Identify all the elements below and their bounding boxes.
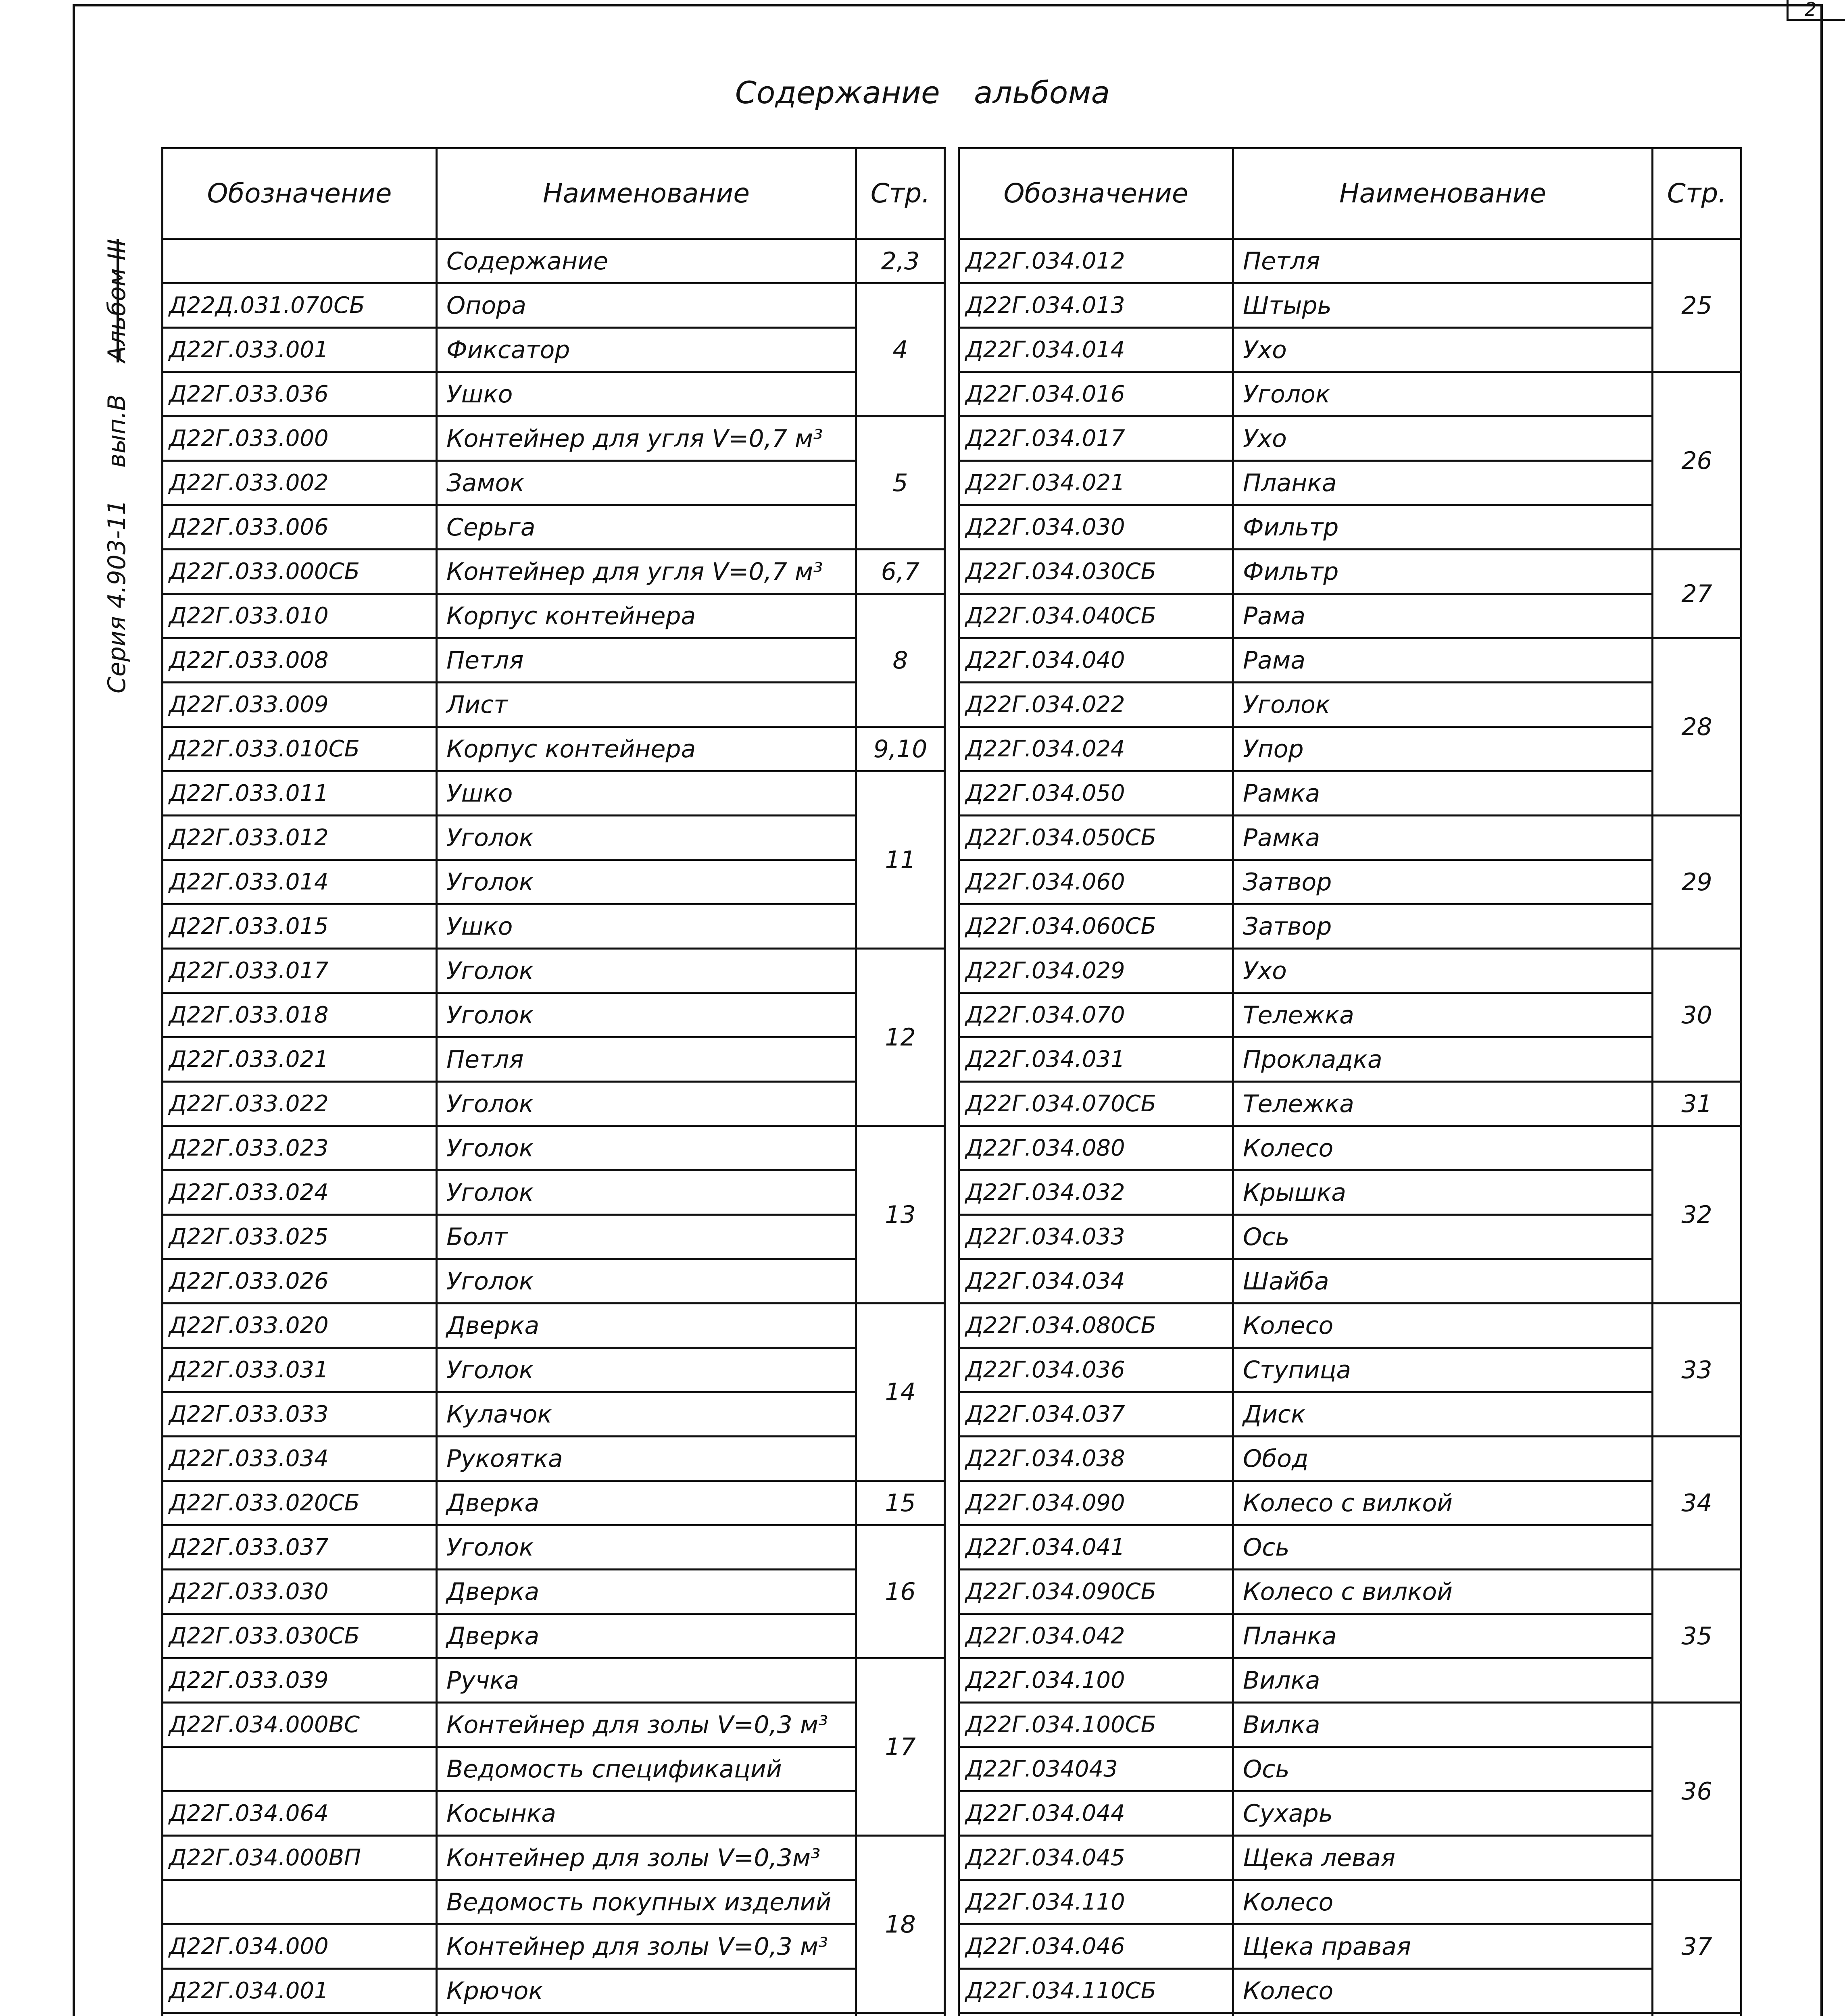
header-designation: Обозначение (959, 148, 1233, 239)
name-cell: Колесо (1233, 1304, 1653, 1348)
designation-cell: Д22Г.033.000 (163, 417, 437, 461)
name-cell: Замок (437, 461, 856, 505)
designation-cell: Д22Г.034.050СБ (959, 816, 1233, 860)
table-row (163, 239, 945, 283)
table-row (163, 1880, 945, 1924)
table-row (959, 550, 1741, 594)
page-title: Содержание альбома (735, 75, 1110, 110)
name-cell: Рама (1233, 638, 1653, 683)
name-cell: Ступица (1233, 1348, 1653, 1392)
designation-cell: Д22Г.033.020 (163, 1304, 437, 1348)
name-cell: Диск (1233, 1392, 1653, 1437)
table-row (163, 2013, 945, 2016)
designation-cell: Д22Г.033.036 (163, 372, 437, 417)
designation-cell: Д22Г.033.010 (163, 594, 437, 638)
designation-cell: Д22Г.033.012 (163, 816, 437, 860)
name-cell: Щека левая (1233, 1836, 1653, 1880)
name-cell: Фиксатор (437, 328, 856, 372)
table-row (163, 993, 945, 1037)
table-row (959, 1836, 1741, 1880)
page-cell: 37 (1653, 1880, 1741, 2013)
table-row (959, 1658, 1741, 1703)
name-cell: Щека правая (1233, 1924, 1653, 1969)
table-row (163, 1791, 945, 1836)
page-cell: 27 (1653, 550, 1741, 638)
designation-cell: Д22Г.034.042 (959, 1614, 1233, 1658)
table-row (959, 1614, 1741, 1658)
designation-cell: Д22Г.034.033 (959, 1215, 1233, 1259)
name-cell: Дверка (437, 1570, 856, 1614)
name-cell: Уголок (437, 1259, 856, 1304)
name-cell: Содержание (437, 239, 856, 283)
designation-cell: Д22Г.034.022 (959, 683, 1233, 727)
name-cell: Серьга (437, 505, 856, 550)
designation-cell: Д22Г.034.016 (959, 372, 1233, 417)
page-cell: 33 (1653, 1304, 1741, 1437)
table-row (959, 904, 1741, 949)
designation-cell: Д22Г.033.010СБ (163, 727, 437, 771)
name-cell: Колесо с вилкой (1233, 1481, 1653, 1525)
designation-cell (163, 239, 437, 283)
name-cell: Ушко (437, 771, 856, 816)
table-row (163, 1215, 945, 1259)
name-cell: Ось (1233, 1747, 1653, 1791)
table-row (163, 727, 945, 771)
designation-cell: Д22Г.034.090СБ (959, 1570, 1233, 1614)
name-cell: Крышка (1233, 1170, 1653, 1215)
name-cell: Колесо (1233, 1969, 1653, 2013)
name-cell: Контейнер для золы V=0,3 м³ (437, 1703, 856, 1747)
table-row (163, 1969, 945, 2013)
designation-cell: Д22Г.033.024 (163, 1170, 437, 1215)
name-cell: Колесо (1233, 1126, 1653, 1170)
designation-cell: Д22Г.033.009 (163, 683, 437, 727)
table-row (163, 1703, 945, 1747)
table-row (163, 1437, 945, 1481)
name-cell: Шайба (1233, 1259, 1653, 1304)
name-cell (437, 2013, 856, 2016)
header-name: Наименование (437, 148, 856, 239)
issue-label: вып.В (103, 394, 131, 468)
table-row (959, 1525, 1741, 1570)
page-cell: 28 (1653, 638, 1741, 816)
table-row (959, 1215, 1741, 1259)
name-cell: Уголок (437, 1082, 856, 1126)
designation-cell: Д22Г.034.060 (959, 860, 1233, 904)
name-cell: Лист (437, 683, 856, 727)
table-row (163, 683, 945, 727)
name-cell: Штырь (1233, 283, 1653, 328)
page-cell: 32 (1653, 1126, 1741, 1304)
designation-cell: Д22Г.033.020СБ (163, 1481, 437, 1525)
name-cell: Планка (1233, 1614, 1653, 1658)
name-cell: Рукоятка (437, 1437, 856, 1481)
table-row (163, 594, 945, 638)
name-cell: Петля (437, 638, 856, 683)
page-cell: 26 (1653, 372, 1741, 550)
name-cell: Уголок (437, 816, 856, 860)
designation-cell: Д22Г.034.045 (959, 1836, 1233, 1880)
name-cell: Уголок (437, 1126, 856, 1170)
table-row (163, 1392, 945, 1437)
designation-cell: Д22Г.034.110СБ (959, 1969, 1233, 2013)
name-cell: Опора (437, 283, 856, 328)
name-cell: Колесо с вилкой (1233, 1570, 1653, 1614)
name-cell: Уголок (437, 1525, 856, 1570)
name-cell: Прокладка (1233, 1037, 1653, 1082)
table-row (959, 461, 1741, 505)
name-cell: Контейнер для золы V=0,3м³ (437, 1836, 856, 1880)
table-row (959, 1791, 1741, 1836)
name-cell: Уголок (437, 949, 856, 993)
designation-cell: Д22Г.034.064 (163, 1791, 437, 1836)
name-cell: Уголок (437, 993, 856, 1037)
name-cell: Уголок (1233, 683, 1653, 727)
designation-cell: Д22Г.034.013 (959, 283, 1233, 328)
page-cell: 31 (1653, 1082, 1741, 1126)
table-row (959, 727, 1741, 771)
page-cell: 16 (856, 1525, 945, 1658)
designation-cell: Д22Г.033.000СБ (163, 550, 437, 594)
name-cell: Дверка (437, 1481, 856, 1525)
table-row (959, 417, 1741, 461)
table-row (163, 1747, 945, 1791)
header-page: Стр. (1653, 148, 1741, 239)
designation-cell: Д22Г.034.070СБ (959, 1082, 1233, 1126)
table-row (959, 993, 1741, 1037)
designation-cell: Д22Г.033.008 (163, 638, 437, 683)
table-row (163, 505, 945, 550)
table-row (163, 1924, 945, 1969)
table-row (163, 1658, 945, 1703)
designation-cell: Д22Г.033.014 (163, 860, 437, 904)
designation-cell: Д22Г.034.044 (959, 1791, 1233, 1836)
name-cell: Рамка (1233, 816, 1653, 860)
designation-cell: Д22Г.034.030 (959, 505, 1233, 550)
table-row (163, 1170, 945, 1215)
designation-cell: Д22Г.034.090 (959, 1481, 1233, 1525)
designation-cell: Д22Г.033.039 (163, 1658, 437, 1703)
table-row (163, 638, 945, 683)
name-cell: Петля (1233, 239, 1653, 283)
table-row (163, 816, 945, 860)
name-cell: Контейнер для угля V=0,7 м³ (437, 417, 856, 461)
designation-cell: Д22Г.034.001 (163, 1969, 437, 2013)
designation-cell: Д22Г.034.031 (959, 1037, 1233, 1082)
name-cell: Ухо (1233, 949, 1653, 993)
table-row (163, 860, 945, 904)
name-cell: Затвор (1233, 860, 1653, 904)
name-cell: Тележка (1233, 1082, 1653, 1126)
name-cell: Ухо (1233, 417, 1653, 461)
table-row (163, 1836, 945, 1880)
designation-cell (163, 1880, 437, 1924)
table-row (163, 1259, 945, 1304)
name-cell: Колесо (1233, 1880, 1653, 1924)
name-cell: Уголок (437, 860, 856, 904)
page-cell: 36 (1653, 1703, 1741, 1880)
designation-cell: Д22Г.034043 (959, 1747, 1233, 1791)
designation-cell: Д22Д.031.070СБ (163, 283, 437, 328)
sheet-number: 2 (1787, 0, 1845, 21)
designation-cell: Д22Г.033.001 (163, 328, 437, 372)
table-row (959, 239, 1741, 283)
designation-cell: Д22Г.033.034 (163, 1437, 437, 1481)
designation-cell: Д22Г.034.050 (959, 771, 1233, 816)
table-row (163, 771, 945, 816)
name-cell: Ушко (437, 904, 856, 949)
table-row (959, 816, 1741, 860)
name-cell: Уголок (1233, 372, 1653, 417)
designation-cell (163, 1747, 437, 1791)
name-cell: Фильтр (1233, 505, 1653, 550)
name-cell: Вилка (1233, 1658, 1653, 1703)
designation-cell: Д22Г.034.100 (959, 1658, 1233, 1703)
page-cell: 5 (856, 417, 945, 550)
designation-cell: Д22Г.033.002 (163, 461, 437, 505)
table-row (163, 1082, 945, 1126)
table-row (163, 1348, 945, 1392)
designation-cell (959, 2013, 1233, 2016)
designation-cell: Д22Г.034.032 (959, 1170, 1233, 1215)
name-cell: Ведомость спецификаций (437, 1747, 856, 1791)
name-cell: Корпус контейнера (437, 594, 856, 638)
table-row (959, 771, 1741, 816)
page-cell (856, 2013, 945, 2016)
table-row (959, 1924, 1741, 1969)
page-cell: 6,7 (856, 550, 945, 594)
contents-table-left (161, 147, 946, 2016)
series-label: Серия 4.903-11 (103, 500, 131, 694)
designation-cell: Д22Г.033.033 (163, 1392, 437, 1437)
page-cell: 35 (1653, 1570, 1741, 1703)
album-label: Альбом III (103, 239, 131, 362)
designation-cell: Д22Г.034.046 (959, 1924, 1233, 1969)
designation-cell: Д22Г.033.025 (163, 1215, 437, 1259)
table-row (163, 417, 945, 461)
designation-cell: Д22Г.034.000ВП (163, 1836, 437, 1880)
designation-cell: Д22Г.034.040СБ (959, 594, 1233, 638)
table-row (959, 2013, 1741, 2016)
designation-cell: Д22Г.033.031 (163, 1348, 437, 1392)
table-row (163, 283, 945, 328)
name-cell: Дверка (437, 1304, 856, 1348)
table-row (163, 1570, 945, 1614)
table-row (959, 505, 1741, 550)
name-cell: Рама (1233, 594, 1653, 638)
name-cell: Затвор (1233, 904, 1653, 949)
page-cell: 8 (856, 594, 945, 727)
designation-cell: Д22Г.034.100СБ (959, 1703, 1233, 1747)
name-cell: Контейнер для золы V=0,3 м³ (437, 1924, 856, 1969)
page-cell: 2,3 (856, 239, 945, 283)
contents-table-right (958, 147, 1742, 2016)
table-row (163, 1525, 945, 1570)
table-row (959, 949, 1741, 993)
page-cell: 12 (856, 949, 945, 1126)
table-row (959, 1304, 1741, 1348)
designation-cell: Д22Г.033.015 (163, 904, 437, 949)
table-row (959, 638, 1741, 683)
table-row (959, 1170, 1741, 1215)
name-cell: Упор (1233, 727, 1653, 771)
table-row (959, 860, 1741, 904)
page-cell: 18 (856, 1836, 945, 2013)
name-cell: Контейнер для угля V=0,7 м³ (437, 550, 856, 594)
table-row (959, 1392, 1741, 1437)
designation-cell: Д22Г.033.018 (163, 993, 437, 1037)
table-row (959, 1348, 1741, 1392)
designation-cell: Д22Г.034.014 (959, 328, 1233, 372)
designation-cell: Д22Г.033.017 (163, 949, 437, 993)
designation-cell: Д22Г.034.034 (959, 1259, 1233, 1304)
name-cell: Планка (1233, 461, 1653, 505)
designation-cell: Д22Г.034.012 (959, 239, 1233, 283)
designation-cell: Д22Г.033.023 (163, 1126, 437, 1170)
designation-cell: Д22Г.034.036 (959, 1348, 1233, 1392)
page-cell: 25 (1653, 239, 1741, 372)
name-cell: Фильтр (1233, 550, 1653, 594)
name-cell: Болт (437, 1215, 856, 1259)
name-cell: Косынка (437, 1791, 856, 1836)
table-row (163, 1481, 945, 1525)
table-row (959, 1437, 1741, 1481)
name-cell: Уголок (437, 1348, 856, 1392)
table-row (959, 1259, 1741, 1304)
name-cell: Дверка (437, 1614, 856, 1658)
table-row (163, 1126, 945, 1170)
designation-cell: Д22Г.034.017 (959, 417, 1233, 461)
table-row (163, 949, 945, 993)
page-cell (1653, 2013, 1741, 2016)
designation-cell: Д22Г.033.030 (163, 1570, 437, 1614)
name-cell: Ось (1233, 1525, 1653, 1570)
table-row (959, 1747, 1741, 1791)
designation-cell: Д22Г.034.030СБ (959, 550, 1233, 594)
name-cell: Ось (1233, 1215, 1653, 1259)
designation-cell: Д22Г.034.038 (959, 1437, 1233, 1481)
designation-cell: Д22Г.034.021 (959, 461, 1233, 505)
designation-cell: Д22Г.034.060СБ (959, 904, 1233, 949)
table-row (163, 904, 945, 949)
page-cell: 30 (1653, 949, 1741, 1082)
table-row (163, 550, 945, 594)
name-cell: Обод (1233, 1437, 1653, 1481)
designation-cell: Д22Г.034.080 (959, 1126, 1233, 1170)
header-name: Наименование (1233, 148, 1653, 239)
name-cell: Корпус контейнера (437, 727, 856, 771)
designation-cell: Д22Г.034.080СБ (959, 1304, 1233, 1348)
name-cell: Крючок (437, 1969, 856, 2013)
page-cell: 17 (856, 1658, 945, 1836)
name-cell (1233, 2013, 1653, 2016)
designation-cell: Д22Г.034.000ВС (163, 1703, 437, 1747)
name-cell: Сухарь (1233, 1791, 1653, 1836)
name-cell: Тележка (1233, 993, 1653, 1037)
designation-cell: Д22Г.033.022 (163, 1082, 437, 1126)
table-row (959, 283, 1741, 328)
name-cell: Кулачок (437, 1392, 856, 1437)
designation-cell: Д22Г.034.041 (959, 1525, 1233, 1570)
designation-cell: Д22Г.033.037 (163, 1525, 437, 1570)
name-cell: Уголок (437, 1170, 856, 1215)
header-designation: Обозначение (163, 148, 437, 239)
table-row (959, 1126, 1741, 1170)
designation-cell: Д22Г.034.070 (959, 993, 1233, 1037)
page-cell: 29 (1653, 816, 1741, 949)
designation-cell: Д22Г.034.029 (959, 949, 1233, 993)
page-cell: 14 (856, 1304, 945, 1481)
name-cell: Ушко (437, 372, 856, 417)
name-cell: Ухо (1233, 328, 1653, 372)
name-cell: Рамка (1233, 771, 1653, 816)
table-row (959, 1082, 1741, 1126)
table-row (959, 1969, 1741, 2013)
name-cell: Вилка (1233, 1703, 1653, 1747)
table-row (163, 372, 945, 417)
table-row (959, 1880, 1741, 1924)
designation-cell: Д22Г.034.040 (959, 638, 1233, 683)
designation-cell: Д22Г.034.037 (959, 1392, 1233, 1437)
designation-cell: Д22Г.033.030СБ (163, 1614, 437, 1658)
table-row (959, 372, 1741, 417)
table-row (959, 1703, 1741, 1747)
designation-cell: Д22Г.034.110 (959, 1880, 1233, 1924)
designation-cell (163, 2013, 437, 2016)
table-row (959, 1037, 1741, 1082)
table-row (959, 1481, 1741, 1525)
designation-cell: Д22Г.033.021 (163, 1037, 437, 1082)
designation-cell: Д22Г.033.026 (163, 1259, 437, 1304)
designation-cell: Д22Г.033.011 (163, 771, 437, 816)
header-page: Стр. (856, 148, 945, 239)
page-cell: 11 (856, 771, 945, 949)
table-row (163, 1304, 945, 1348)
table-row (163, 1614, 945, 1658)
page-cell: 34 (1653, 1437, 1741, 1570)
table-row (959, 683, 1741, 727)
page-cell: 13 (856, 1126, 945, 1304)
page-cell: 15 (856, 1481, 945, 1525)
table-row (163, 461, 945, 505)
table-row (959, 328, 1741, 372)
table-row (959, 594, 1741, 638)
designation-cell: Д22Г.034.000 (163, 1924, 437, 1969)
name-cell: Петля (437, 1037, 856, 1082)
table-row (959, 1570, 1741, 1614)
page-cell: 9,10 (856, 727, 945, 771)
name-cell: Ручка (437, 1658, 856, 1703)
table-row (163, 328, 945, 372)
designation-cell: Д22Г.034.024 (959, 727, 1233, 771)
page-cell: 4 (856, 283, 945, 417)
designation-cell: Д22Г.033.006 (163, 505, 437, 550)
table-row (163, 1037, 945, 1082)
name-cell: Ведомость покупных изделий (437, 1880, 856, 1924)
